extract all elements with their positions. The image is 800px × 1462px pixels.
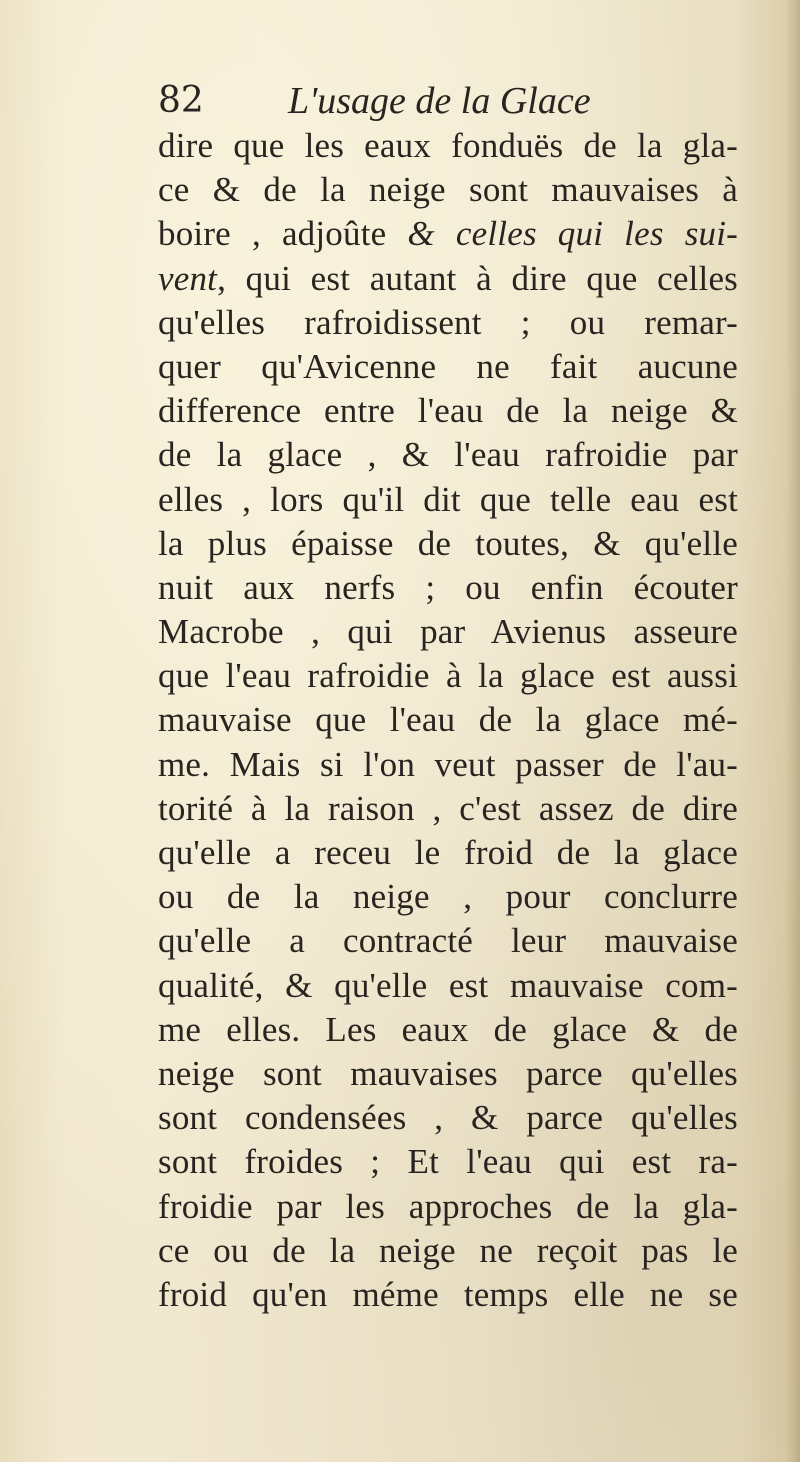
text-line: difference entre l'eau de la neige & [158,391,738,431]
text-line: elles , lors qu'il dit que telle eau est [158,479,738,519]
text-line: sont condensées , & parce qu'elles [158,1098,738,1138]
body-text [158,124,738,1317]
italic-quote: vent [158,258,218,298]
italic-quote: & celles qui les sui- [407,214,738,254]
text-line: me elles. Les eaux de glace & de [158,1009,738,1049]
running-title: L'usage de la Glace [288,80,591,122]
text-line: la plus épaisse de toutes, & qu'elle [158,523,738,563]
text-line: ou de la neige , pour conclurre [158,877,738,917]
text-line: froid qu'en méme temps elle ne se [158,1274,738,1314]
page-gutter-shadow [786,0,800,1462]
text-line: qu'elles rafroidissent ; ou remar- [158,302,738,342]
text-line: boire , adjoûte & celles qui les sui- [158,214,738,254]
text-line: qu'elle a contracté leur mauvaise [158,921,738,961]
page-header [158,78,718,124]
text-line: quer qu'Avicenne ne fait aucune [158,346,738,386]
text-line: qualité, & qu'elle est mauvaise com- [158,965,738,1005]
page-number: 82 [158,80,204,121]
text-line: neige sont mauvaises parce qu'elles [158,1053,738,1093]
text-line: nuit aux nerfs ; ou enfin écouter [158,567,738,607]
text-line: ce ou de la neige ne reçoit pas le [158,1230,738,1270]
text-line: Macrobe , qui par Avienus asseure [158,612,738,652]
text-line: vent, qui est autant à dire que celles [158,258,738,298]
text-line: dire que les eaux fonduës de la gla- [158,126,738,165]
text-line: de la glace , & l'eau rafroidie par [158,435,738,475]
text-line: mauvaise que l'eau de la glace mé- [158,700,738,740]
text-line: torité à la raison , c'est assez de dire [158,788,738,828]
text-line: me. Mais si l'on veut passer de l'au- [158,744,738,784]
text-line: sont froides ; Et l'eau qui est ra- [158,1142,738,1182]
text-line: que l'eau rafroidie à la glace est aussi [158,656,738,696]
text-line: ce & de la neige sont mauvaises à [158,170,738,210]
text-line: qu'elle a receu le froid de la glace [158,833,738,872]
text-line: froidie par les approches de la gla- [158,1186,738,1226]
